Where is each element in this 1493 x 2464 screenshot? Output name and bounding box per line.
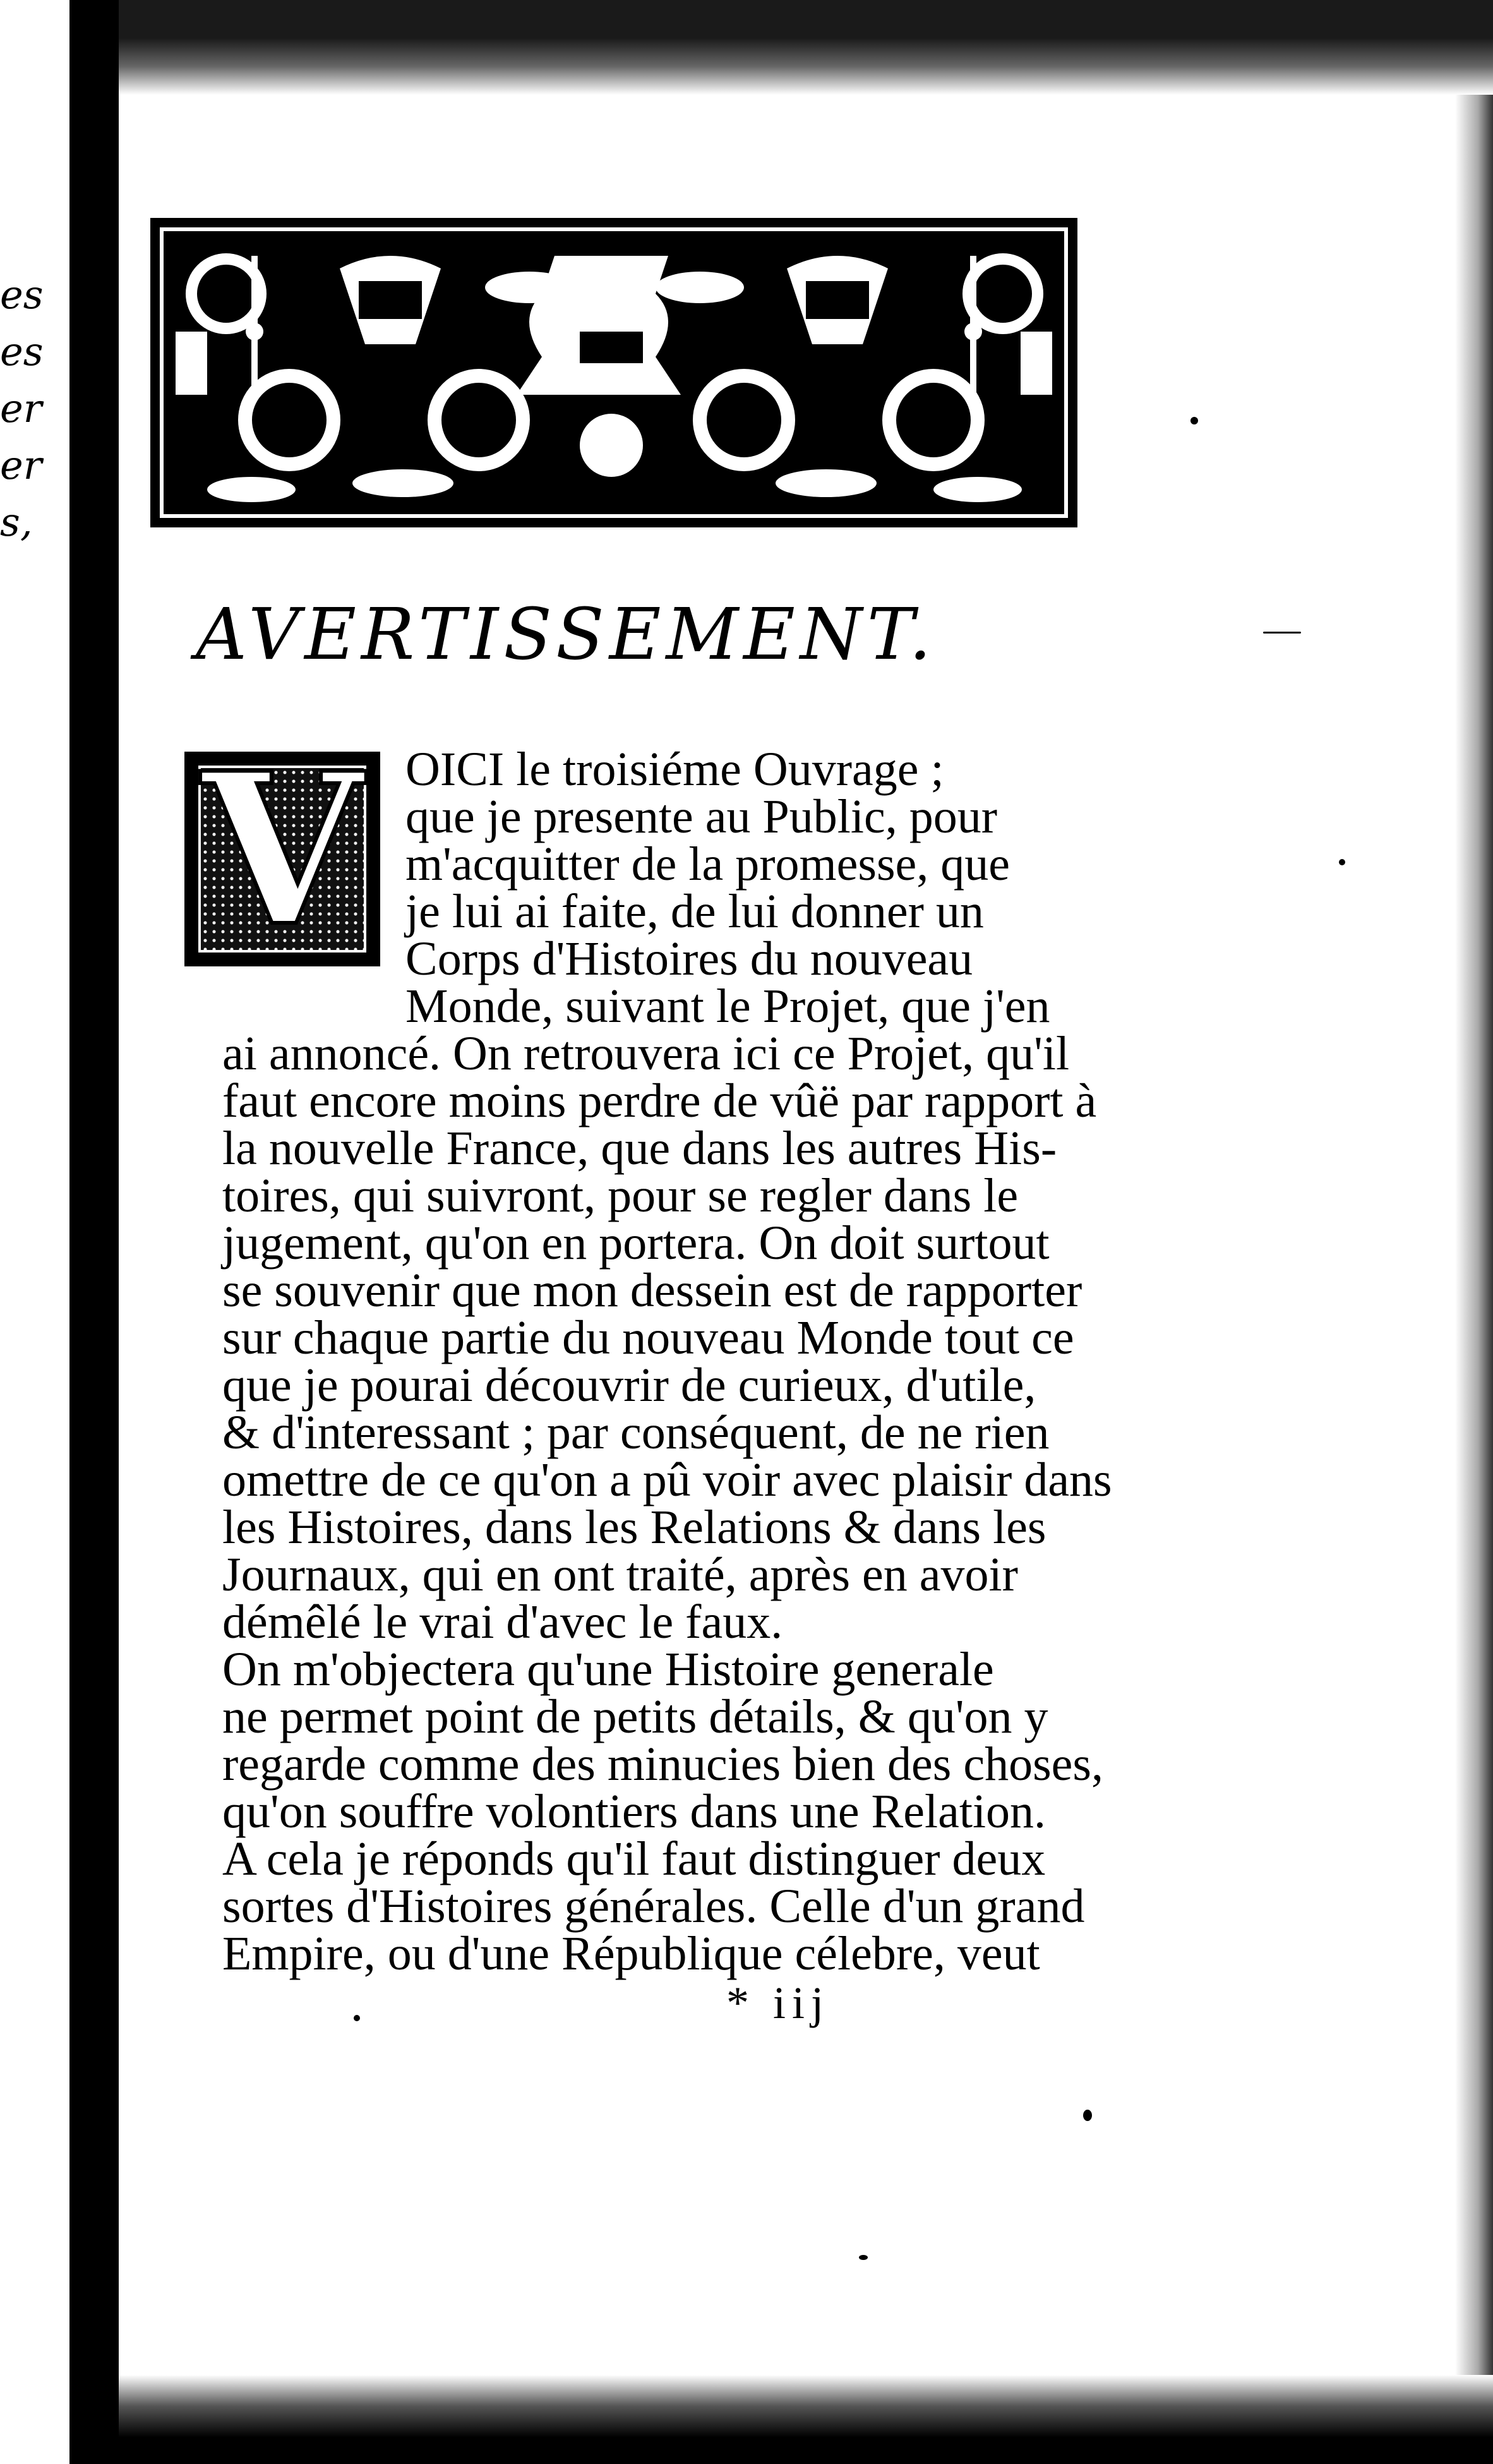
margin-fragment: s, <box>0 499 33 545</box>
text-line: Journaux, qui en ont traité, après en avoir <box>222 1548 1018 1601</box>
text-line: sortes d'Histoires générales. Celle d'un grand <box>222 1880 1085 1933</box>
margin-fragment: er <box>0 442 42 488</box>
text-line: faut encore moins perdre de vûë par rapport à <box>222 1074 1097 1127</box>
top-scan-border <box>119 0 1493 95</box>
ornamental-headpiece <box>150 218 1077 527</box>
text-line: que je pourai découvrir de curieux, d'utile, <box>222 1359 1036 1412</box>
scan-speck <box>1190 417 1198 424</box>
text-line: ne permet point de petits détails, & qu'on y <box>222 1690 1048 1743</box>
margin-fragment: es <box>0 328 44 375</box>
text-line: omettre de ce qu'on a pû voir avec plaisir dans <box>222 1453 1112 1506</box>
decorated-initial <box>184 727 380 972</box>
margin-fragment: es <box>0 272 44 318</box>
text-line: les Histoires, dans les Relations & dans les <box>222 1501 1046 1554</box>
text-line: démêlé le vrai d'avec le faux. <box>222 1596 783 1649</box>
scan-speck <box>859 2255 868 2260</box>
text-line: Corps d'Histoires du nouveau <box>405 932 973 985</box>
text-line: sur chaque partie du nouveau Monde tout ce <box>222 1311 1074 1364</box>
text-line: toires, qui suivront, pour se regler dans le <box>222 1169 1019 1222</box>
scan-speck <box>1083 2110 1092 2121</box>
bottom-scan-border <box>69 2375 1493 2464</box>
text-line: qu'on souffre volontiers dans une Relation. <box>222 1785 1046 1838</box>
text-line: regarde comme des minucies bien des choses, <box>222 1738 1103 1791</box>
scan-speck <box>354 2015 360 2021</box>
text-line: jugement, qu'on en portera. On doit surtout <box>222 1217 1050 1270</box>
text-line: la nouvelle France, que dans les autres His- <box>222 1122 1057 1175</box>
page-title: AVERTISSEMENT. <box>196 594 937 676</box>
text-line: Monde, suivant le Projet, que j'en <box>405 980 1050 1033</box>
margin-fragment: er <box>0 385 42 431</box>
text-line: & d'interessant ; par conséquent, de ne rien <box>222 1406 1050 1459</box>
text-line: ai annoncé. On retrouvera ici ce Projet, qu'il <box>222 1027 1070 1080</box>
text-line: A cela je réponds qu'il faut distinguer deux <box>222 1832 1046 1885</box>
scan-speck <box>1339 859 1345 865</box>
text-line: se souvenir que mon dessein est de rapporter <box>222 1264 1082 1317</box>
text-line: je lui ai faite, de lui donner un <box>405 885 984 938</box>
scan-speck <box>1263 632 1301 634</box>
facing-page-edge <box>0 0 95 2464</box>
right-scan-edge <box>1455 95 1493 2375</box>
text-line: que je presente au Public, pour <box>405 790 998 843</box>
signature-mark: * iij <box>726 1978 830 2028</box>
text-line: Empire, ou d'une République célebre, veut <box>222 1927 1040 1980</box>
initial-letter: V <box>201 727 364 972</box>
text-line: m'acquitter de la promesse, que <box>405 838 1010 891</box>
text-line: On m'objectera qu'une Histoire generale <box>222 1643 994 1696</box>
text-line: OICI le troisiéme Ouvrage ; <box>405 743 944 796</box>
